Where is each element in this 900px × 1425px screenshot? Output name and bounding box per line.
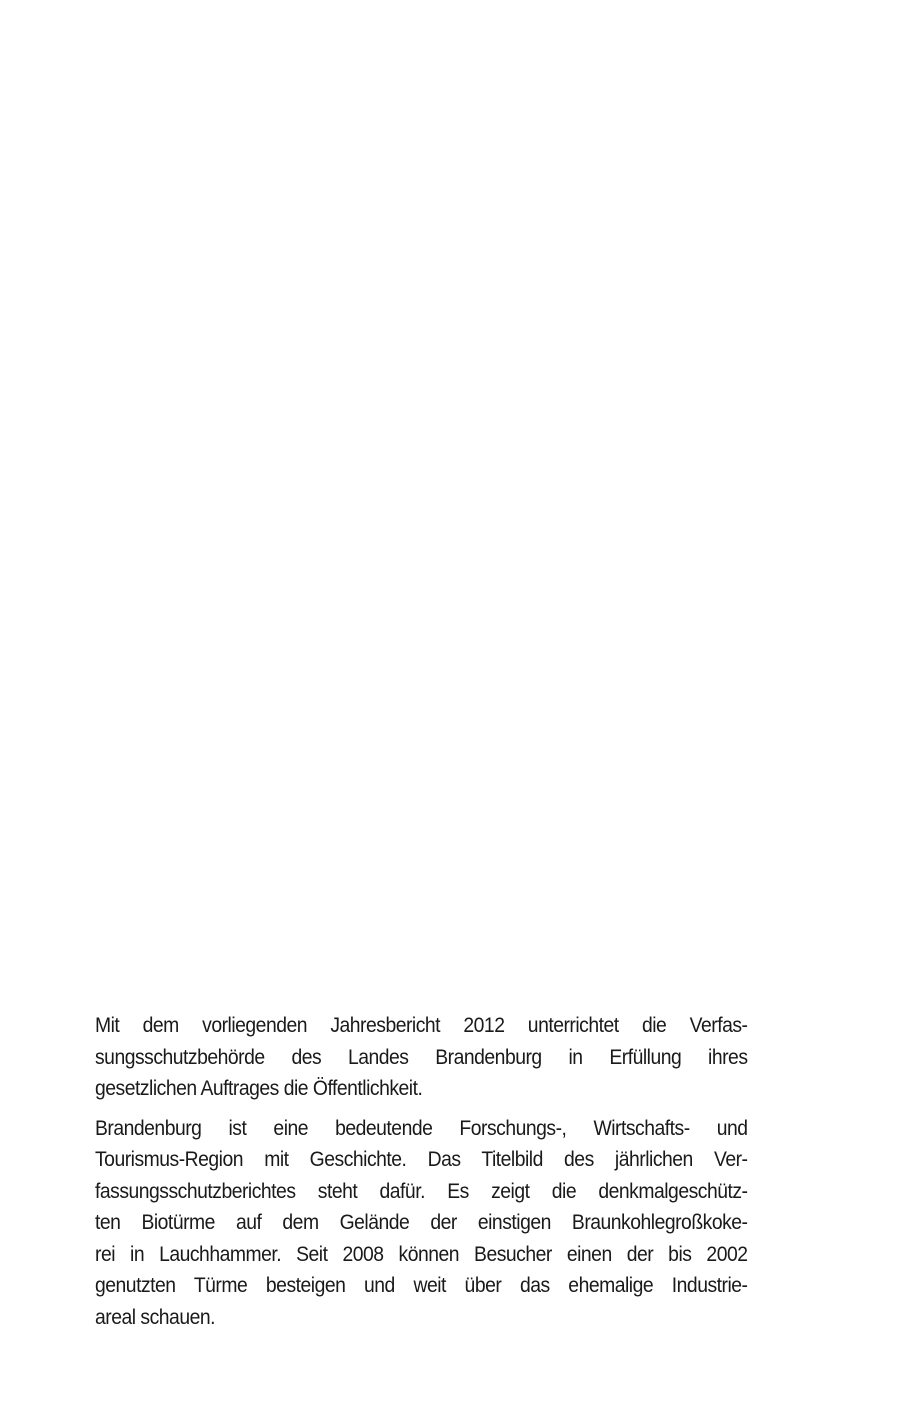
text-line: ten Biotürme auf dem Gelände der einstigen Braunkohlegroßkoke- <box>95 1210 748 1234</box>
text-line: sungsschutzbehörde des Landes Brandenburg in Erfüllung ihres <box>95 1044 748 1069</box>
text-line: areal schauen. <box>95 1304 216 1329</box>
text-line: fassungsschutzberichtes steht dafür. Es zeigt die denkmalgeschütz- <box>95 1178 748 1203</box>
text-line: Mit dem vorliegenden Jahresbericht 2012 unterrichtet die Verfas- <box>95 1013 748 1037</box>
paragraph-intro <box>95 1010 748 1105</box>
paragraph-cover-description <box>95 1113 748 1334</box>
body-text <box>95 1010 748 1333</box>
text-line: Brandenburg ist eine bedeutende Forschungs-, Wirtschafts- und <box>95 1115 748 1140</box>
text-line: genutzten Türme besteigen und weit über das ehemalige Industrie- <box>95 1273 748 1297</box>
text-line: Tourismus-Region mit Geschichte. Das Titelbild des jährlichen Ver- <box>95 1147 748 1171</box>
text-line: rei in Lauchhammer. Seit 2008 können Besucher einen der bis 2002 <box>95 1241 748 1266</box>
text-line: gesetzlichen Auftrages die Öffentlichkeit. <box>95 1076 423 1100</box>
